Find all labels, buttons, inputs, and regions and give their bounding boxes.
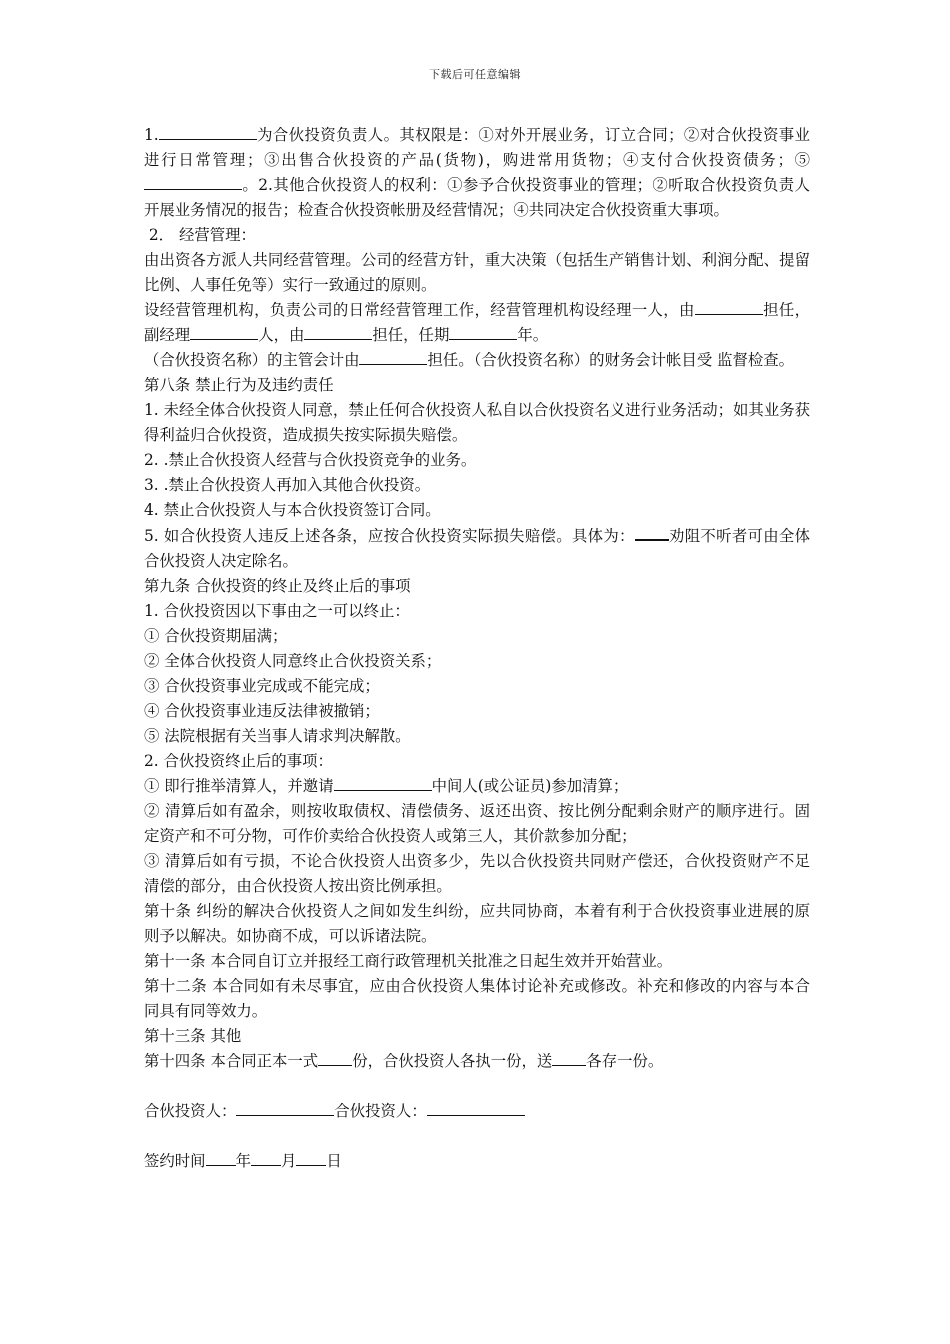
signature-blank [427, 1099, 525, 1116]
signing-date-line [144, 1149, 810, 1174]
article-11: 第十一条 本合同自订立并报经工商行政管理机关批准之日起生效并开始营业。 [144, 952, 673, 970]
termination-cause-2: ② 全体合伙投资人同意终止合伙投资关系； [144, 652, 442, 670]
blank-line [144, 173, 242, 190]
article-8-item-2: 2. .禁止合伙投资人经营与合伙投资竞争的业务。 [144, 451, 477, 469]
article-13: 第十三条 其他 [144, 1027, 242, 1045]
text: 年 [235, 1152, 251, 1170]
blank-line [695, 298, 763, 315]
liquidation-step-3: ③ 清算后如有亏损，不论合伙投资人出资多少，先以合伙投资共同财产偿还，合伙投资财产不足清偿的部分，由合伙投资人按出资比例承担。 [144, 852, 810, 895]
article-8-item-5 [144, 523, 810, 574]
text: 份，合伙投资人各执一份，送 [352, 1052, 553, 1070]
termination-cause-5: ⑤ 法院根据有关当事人请求判决解散。 [144, 727, 411, 745]
termination-cause-4: ④ 合伙投资事业违反法律被撤销； [144, 702, 380, 720]
text: 1. [144, 126, 159, 144]
management-paragraph-3 [144, 348, 810, 373]
text: 。2.其他合伙投资人的权利：①参予合伙投资事业的管理；②听取合伙投资负责人开展业务情况的报告；检查合伙投资帐册及经营情况；④共同决定合伙投资重大事项。 [144, 176, 810, 219]
blank-line [635, 523, 669, 541]
article-9-section-1: 1. 合伙投资因以下事由之一可以终止： [144, 602, 410, 620]
blank-line [159, 123, 257, 140]
text: 为合伙投资负责人。其权限是：①对外开展业务，订立合同；②对合伙投资事业进行日常管理；③出售合伙投资的产品(货物)，购进常用货物；④支付合伙投资债务；⑤ [144, 126, 810, 169]
blank-line [206, 1149, 236, 1166]
blank-line [251, 1149, 281, 1166]
signature-label: 合伙投资人： [334, 1102, 427, 1120]
text: 中间人(或公证员)参加清算； [431, 777, 629, 795]
text: 设经营管理机构，负责公司的日常经营管理工作，经营管理机构设经理一人，由 [144, 301, 695, 319]
blank-line [334, 774, 432, 791]
liquidation-step-2: ② 清算后如有盈余，则按收取债权、清偿债务、返还出资、按比例分配剩余财产的顺序进行。固定资产和不可分物，可作价卖给合伙投资人或第三人，其价款参加分配； [144, 802, 810, 845]
management-paragraph-1: 由出资各方派人共同经营管理。公司的经营方针，重大决策（包括生产销售计划、利润分配、提留比例、人事任免等）实行一致通过的原则。 [144, 251, 810, 294]
text: （合伙投资名称）的主管会计由 [144, 351, 360, 369]
blank-line [296, 1149, 326, 1166]
signature-blank [236, 1099, 334, 1116]
text: 年。 [517, 326, 549, 344]
termination-cause-1: ① 合伙投资期届满； [144, 627, 288, 645]
text: 各存一份。 [586, 1052, 664, 1070]
text: 担任，任期 [372, 326, 450, 344]
blank-line [318, 1049, 352, 1066]
text: 劝阻不听者可由全体合伙投资人决定除名。 [144, 527, 810, 570]
article-9-section-2: 2. 合伙投资终止后的事项： [144, 752, 333, 770]
article-8-title: 第八条 禁止行为及违约责任 [144, 376, 334, 394]
signature-label: 合伙投资人： [144, 1102, 237, 1120]
article-9-title: 第九条 合伙投资的终止及终止后的事项 [144, 577, 411, 595]
termination-cause-3: ③ 合伙投资事业完成或不能完成； [144, 677, 380, 695]
page-header: 下载后可任意编辑 [429, 68, 521, 81]
text: ① 即行推举清算人，并邀请 [144, 777, 334, 795]
blank-line [359, 348, 427, 365]
management-heading: 2． 经营管理： [144, 226, 256, 244]
signature-line [144, 1099, 810, 1124]
spacer [144, 1124, 810, 1149]
article-14 [144, 1049, 810, 1074]
article-8-item-4: 4. 禁止合伙投资人与本合伙投资签订合同。 [144, 501, 441, 519]
article-12: 第十二条 本合同如有未尽事宜，应由合伙投资人集体讨论补充或修改。补充和修改的内容与本合同具有同等效力。 [144, 977, 810, 1020]
article-8-item-1: 1. 未经全体合伙投资人同意，禁止任何合伙投资人私自以合伙投资名义进行业务活动；如其业务获得利益归合伙投资，造成损失按实际损失赔偿。 [144, 401, 810, 444]
text: 担任，副经理 [144, 301, 810, 344]
blank-line [552, 1049, 586, 1066]
spacer [144, 1074, 810, 1099]
text: 5. 如合伙投资人违反上述各条，应按合伙投资实际损失赔偿。具体为： [144, 527, 635, 545]
liquidation-step-1 [144, 774, 810, 799]
text: 日 [326, 1152, 342, 1170]
blank-line [449, 323, 517, 340]
blank-line [190, 323, 258, 340]
management-paragraph-2 [144, 298, 810, 348]
text: 担任。（合伙投资名称）的财务会计帐目受 监督检查。 [427, 351, 795, 369]
document-body [144, 123, 810, 1174]
text: 月 [280, 1152, 297, 1170]
blank-line [304, 323, 372, 340]
article-10: 第十条 纠纷的解决合伙投资人之间如发生纠纷，应共同协商，本着有利于合伙投资事业进展的原则予以解决。如协商不成，可以诉诸法院。 [144, 902, 810, 945]
text: 人，由 [258, 326, 305, 344]
article-8-item-3: 3. .禁止合伙投资人再加入其他合伙投资。 [144, 476, 431, 494]
partner-rights-paragraph [144, 123, 810, 223]
text: 第十四条 本合同正本一式 [144, 1052, 319, 1070]
text: 签约时间 [144, 1152, 206, 1170]
